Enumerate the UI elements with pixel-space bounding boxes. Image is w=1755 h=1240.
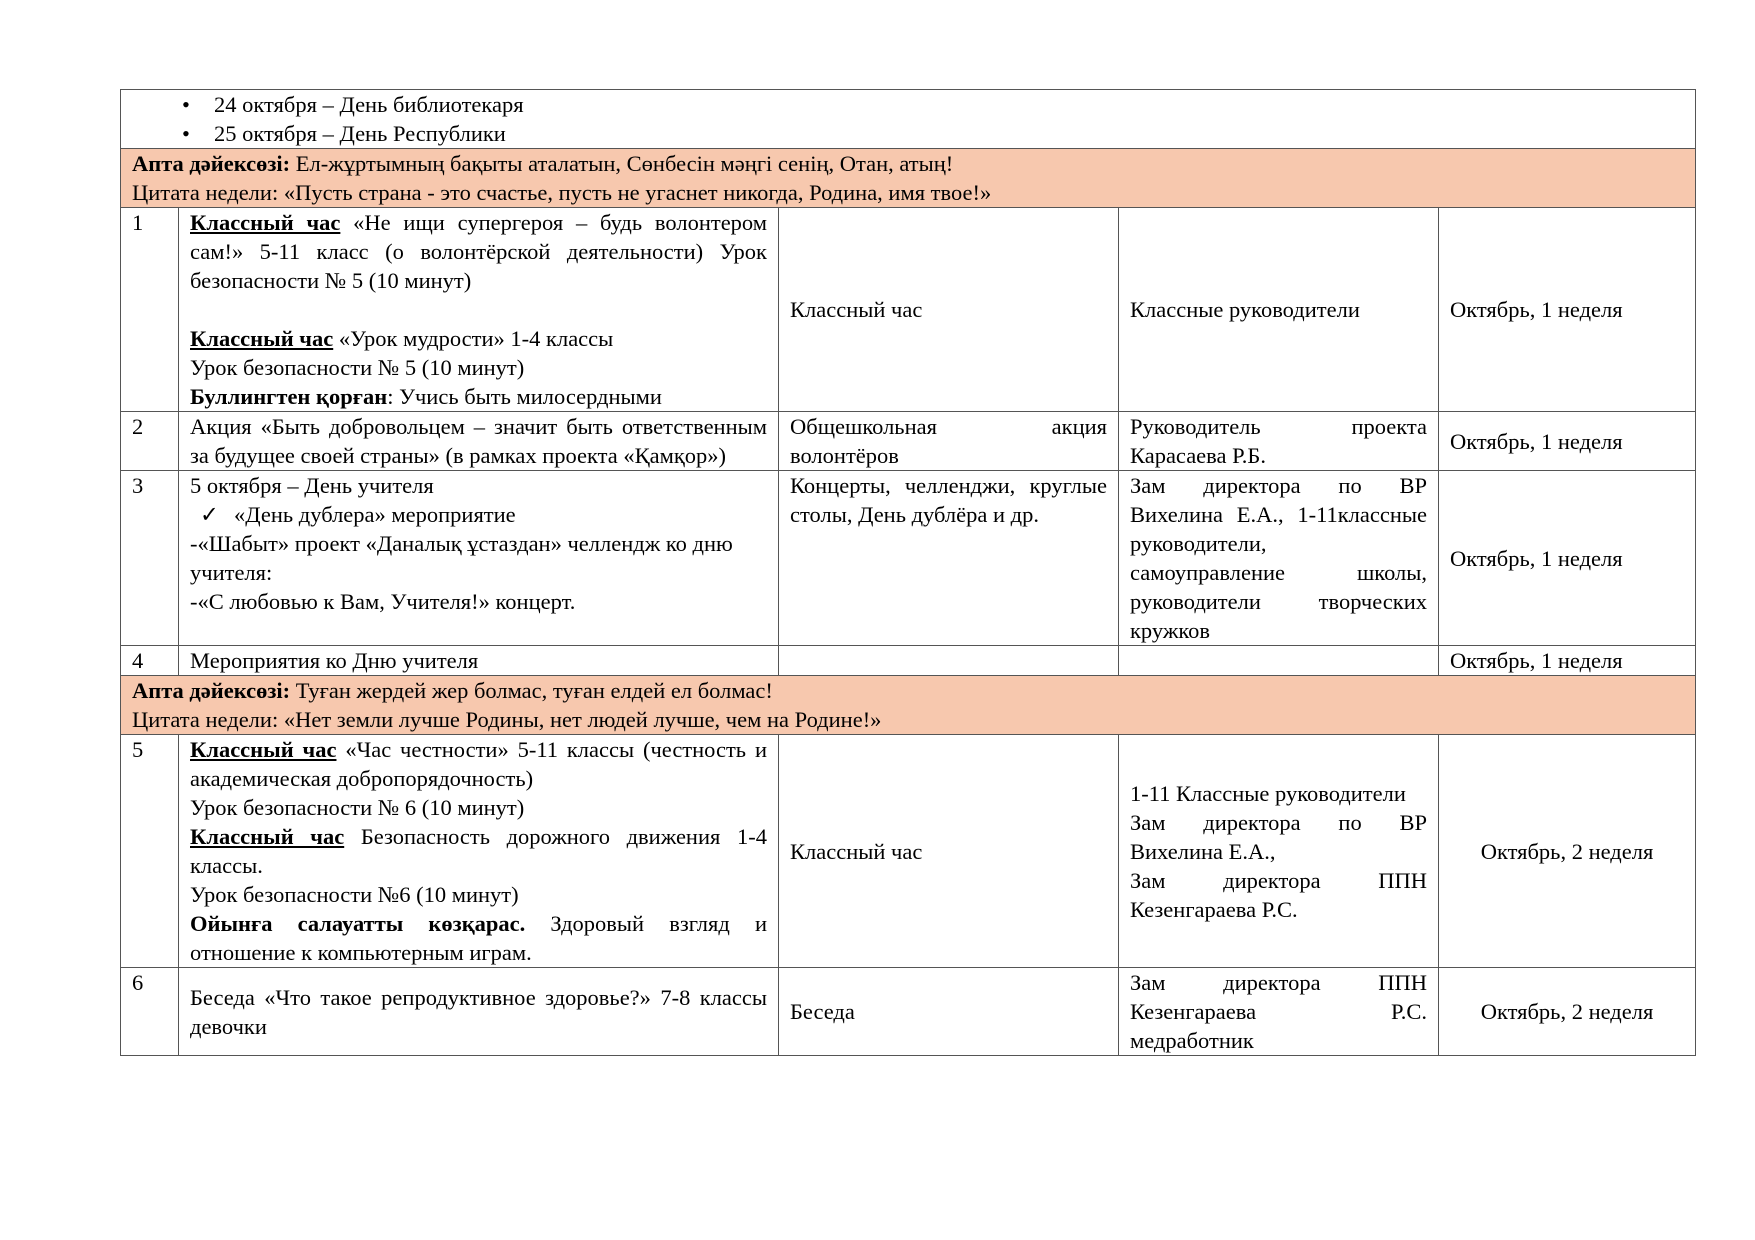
event-responsible: 1-11 Классные руководители Зам директора по ВР Вихелина Е.А., Зам директора ППН Кезенгараева Р.С.: [1119, 735, 1439, 968]
event-form: Классный час: [779, 735, 1119, 968]
row-number: 3: [121, 471, 179, 646]
holidays-row: [121, 90, 1696, 149]
row-number: 4: [121, 646, 179, 676]
event-date: Октябрь, 1 неделя: [1439, 412, 1696, 471]
event-description: Мероприятия ко Дню учителя: [179, 646, 779, 676]
event-form: Концерты, челленджи, круглые столы, День дублёра и др.: [779, 471, 1119, 646]
holidays-cell: [121, 90, 1696, 149]
table-row: [121, 735, 1696, 968]
event-description: 5 октября – День учителя ✓ «День дублера» мероприятие -«Шабыт» проект «Даналық ұстаздан» челлендж ко дню учителя: -«С любовью к Вам, Учителя!» концерт.: [179, 471, 779, 646]
bullet-icon: •: [182, 92, 190, 117]
document-page: [120, 89, 1695, 1056]
event-date: Октябрь, 2 неделя: [1439, 735, 1696, 968]
week-quote-ru: Цитата недели: «Пусть страна - это счастье, пусть не угаснет никогда, Родина, имя твое!»: [132, 180, 992, 205]
week-quote-cell: [121, 149, 1696, 208]
table-row: [121, 471, 1696, 646]
bullet-icon: •: [182, 121, 190, 146]
event-responsible: Классные руководители: [1119, 208, 1439, 412]
event-date: Октябрь, 1 неделя: [1439, 646, 1696, 676]
event-date: Октябрь, 2 неделя: [1439, 968, 1696, 1056]
week-quote-kz: Апта дәйексөзі: Туған жердей жер болмас, туған елдей ел болмас!: [132, 678, 773, 703]
week-quote-ru: Цитата недели: «Нет земли лучше Родины, нет людей лучше, чем на Родине!»: [132, 707, 882, 732]
event-description: Классный час «Не ищи супергероя – будь волонтером сам!» 5-11 класс (о волонтёрской деятельности) Урок безопасности № 5 (10 минут) Классный час «Урок мудрости» 1-4 классы Урок безопасности № 5 (10 минут) Буллингтен қорған: Учись быть милосердными: [179, 208, 779, 412]
row-number: 2: [121, 412, 179, 471]
table-row: [121, 646, 1696, 676]
table-row: [121, 968, 1696, 1056]
row-number: 5: [121, 735, 179, 968]
checkmark-icon: ✓: [200, 502, 219, 527]
event-description: Классный час «Час честности» 5-11 классы (честность и академическая добропорядочность) Урок безопасности № 6 (10 минут) Классный час Безопасность дорожного движения 1-4 классы. Урок безопасности №6 (10 минут) Ойынға салауатты көзқарас. Здоровый взгляд и отношение к компьютерным играм.: [179, 735, 779, 968]
holidays-list: [132, 90, 1684, 148]
event-date: Октябрь, 1 неделя: [1439, 208, 1696, 412]
event-responsible: Зам директора по ВР Вихелина Е.А., 1-11классные руководители, самоуправление школы, руководители творческих кружков: [1119, 471, 1439, 646]
event-responsible: [1119, 646, 1439, 676]
event-form: [779, 646, 1119, 676]
events-table: [120, 89, 1696, 1056]
event-date: Октябрь, 1 неделя: [1439, 471, 1696, 646]
table-row: [121, 208, 1696, 412]
week-quote-row: [121, 149, 1696, 208]
event-description: Акция «Быть добровольцем – значит быть ответственным за будущее своей страны» (в рамках проекта «Қамқор»): [179, 412, 779, 471]
event-responsible: Зам директора ППН Кезенгараева Р.С. медработник: [1119, 968, 1439, 1056]
row-number: 6: [121, 968, 179, 1056]
list-item: • 24 октября – День библиотекаря: [182, 92, 524, 117]
table-row: [121, 412, 1696, 471]
list-item: • 25 октября – День Республики: [182, 121, 506, 146]
event-form: Общешкольная акция волонтёров: [779, 412, 1119, 471]
event-responsible: Руководитель проекта Карасаева Р.Б.: [1119, 412, 1439, 471]
week-quote-row: [121, 676, 1696, 735]
week-quote-cell: [121, 676, 1696, 735]
row-number: 1: [121, 208, 179, 412]
event-description: Беседа «Что такое репродуктивное здоровье?» 7-8 классы девочки: [179, 968, 779, 1056]
event-form: Беседа: [779, 968, 1119, 1056]
week-quote-kz: Апта дәйексөзі: Ел-жұртымның бақыты аталатын, Сөнбесін мәңгі сенің, Отан, атың!: [132, 151, 954, 176]
event-form: Классный час: [779, 208, 1119, 412]
